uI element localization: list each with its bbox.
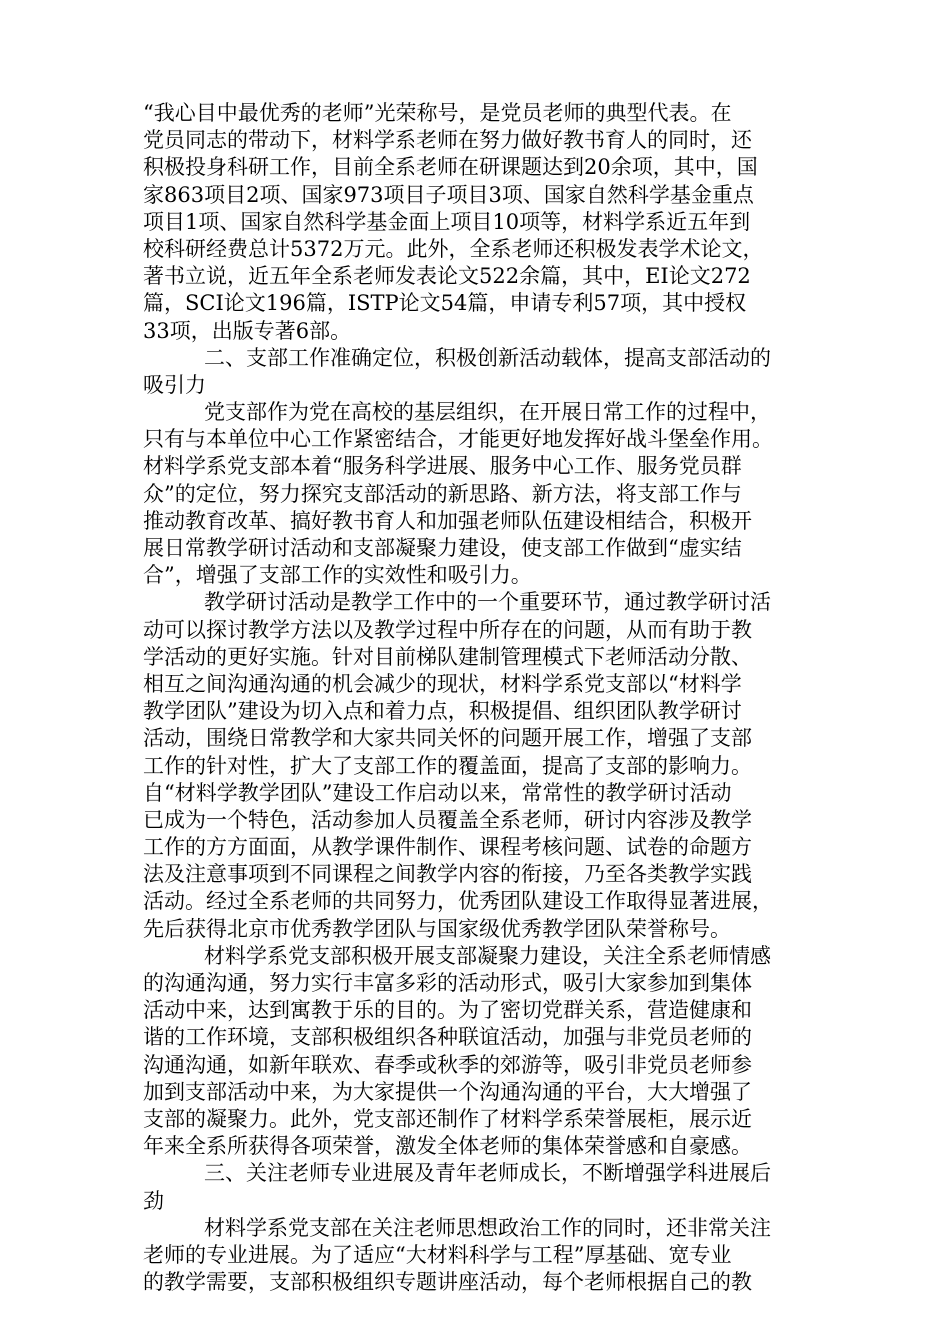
text-line: 家863项目2项、国家973项目子项目3项、国家自然科学基金重点 (143, 182, 754, 207)
text-line: 展日常教学研讨活动和支部凝聚力建设，使支部工作做到“虚实结 (143, 536, 742, 560)
text-line: 老师的专业进展。为了适应“大材料科学与工程”厚基础、宽专业 (143, 1242, 732, 1267)
paragraph-start-line: 教学研讨活动是教学工作中的一个重要环节，通过教学研讨活 (204, 590, 771, 615)
text-line: 33项，出版专著6部。 (143, 318, 352, 343)
text-line: 沟通沟通，如新年联欢、春季或秋季的郊游等，吸引非党员老师参 (143, 1052, 752, 1077)
text-line: 年来全系所获得各项荣誉，激发全体老师的集体荣誉感和自豪感。 (143, 1134, 752, 1159)
text-line: 活动。经过全系老师的共同努力，优秀团队建设工作取得显著进展， (143, 889, 773, 914)
text-line: 法及注意事项到不同课程之间教学内容的衔接，乃至各类教学实践 (143, 862, 752, 887)
text-line: 的教学需要，支部积极组织专题讲座活动，每个老师根据自己的教 (143, 1270, 752, 1295)
paragraph-start-line: 党支部作为党在高校的基层组织，在开展日常工作的过程中， (204, 400, 771, 425)
text-line: 动可以探讨教学方法以及教学过程中所存在的问题，从而有助于教 (143, 617, 752, 642)
text-line: 党员同志的带动下，材料学系老师在努力做好教书育人的同时，还 (143, 128, 752, 153)
paragraph-start-line: 材料学系党支部积极开展支部凝聚力建设，关注全系老师情感 (204, 943, 771, 968)
text-line: 材料学系党支部本着“服务科学进展、服务中心工作、服务党员群 (143, 454, 742, 479)
text-line: 项目1项、国家自然科学基金面上项目10项等，材料学系近五年到 (143, 209, 751, 234)
section-heading-line: 三、关注老师专业进展及青年老师成长，不断增强学科进展后 (204, 1161, 771, 1186)
section-heading-line: 劲 (143, 1188, 164, 1213)
text-line: 活动，围绕日常教学和大家共同关怀的问题开展工作，增强了支部 (143, 726, 752, 751)
body-text (143, 100, 808, 1296)
text-line: 已成为一个特色，活动参加人员覆盖全系老师，研讨内容涉及教学 (143, 807, 752, 832)
text-line: 校科研经费总计5372万元。此外，全系老师还积极发表学术论文， (143, 236, 764, 261)
text-line: 合”，增强了支部工作的实效性和吸引力。 (143, 563, 532, 588)
text-line: 工作的针对性，扩大了支部工作的覆盖面，提高了支部的影响力。 (143, 753, 752, 778)
text-line: 支部的凝聚力。此外，党支部还制作了材料学系荣誉展柜，展示近 (143, 1106, 752, 1131)
text-line: 推动教育改革、搞好教书育人和加强老师队伍建设相结合，积极开 (143, 508, 752, 533)
text-line: 自“材料学教学团队”建设工作启动以来，常常性的教学研讨活动 (143, 780, 732, 805)
text-line: 活动中来，达到寓教于乐的目的。为了密切党群关系，营造健康和 (143, 998, 752, 1023)
section-heading-line: 二、支部工作准确定位，积极创新活动载体，提高支部活动的 (204, 345, 771, 370)
text-line: 教学团队”建设为切入点和着力点，积极提倡、组织团队教学研讨 (143, 699, 742, 724)
text-line: 众”的定位，努力探究支部活动的新思路、新方法，将支部工作与 (143, 481, 742, 506)
text-line: 学活动的更好实施。针对目前梯队建制管理模式下老师活动分散、 (143, 644, 752, 669)
text-line: 相互之间沟通沟通的机会减少的现状，材料学系党支部以“材料学 (143, 671, 742, 696)
text-line: 篇，SCI论文196篇，ISTP论文54篇，申请专利57项，其中授权 (143, 291, 747, 316)
text-line: 只有与本单位中心工作紧密结合，才能更好地发挥好战斗堡垒作用。 (143, 427, 773, 452)
text-line: 先后获得北京市优秀教学团队与国家级优秀教学团队荣誉称号。 (143, 916, 731, 941)
section-heading-line: 吸引力 (143, 372, 206, 397)
text-line: 的沟通沟通，努力实行丰富多彩的活动形式，吸引大家参加到集体 (143, 971, 752, 995)
text-line: 加到支部活动中来，为大家提供一个沟通沟通的平台，大大增强了 (143, 1079, 752, 1104)
text-line: “我心目中最优秀的老师”光荣称号，是党员老师的典型代表。在 (143, 101, 732, 125)
text-line: 工作的方方面面，从教学课件制作、课程考核问题、试卷的命题方 (143, 835, 752, 860)
text-line: 著书立说，近五年全系老师发表论文522余篇，其中，EI论文272 (143, 264, 751, 289)
text-line: 积极投身科研工作，目前全系老师在研课题达到20余项，其中，国 (143, 155, 758, 180)
text-line: 谐的工作环境，支部积极组织各种联谊活动，加强与非党员老师的 (143, 1025, 752, 1050)
paragraph-start-line: 材料学系党支部在关注老师思想政治工作的同时，还非常关注 (204, 1215, 771, 1240)
